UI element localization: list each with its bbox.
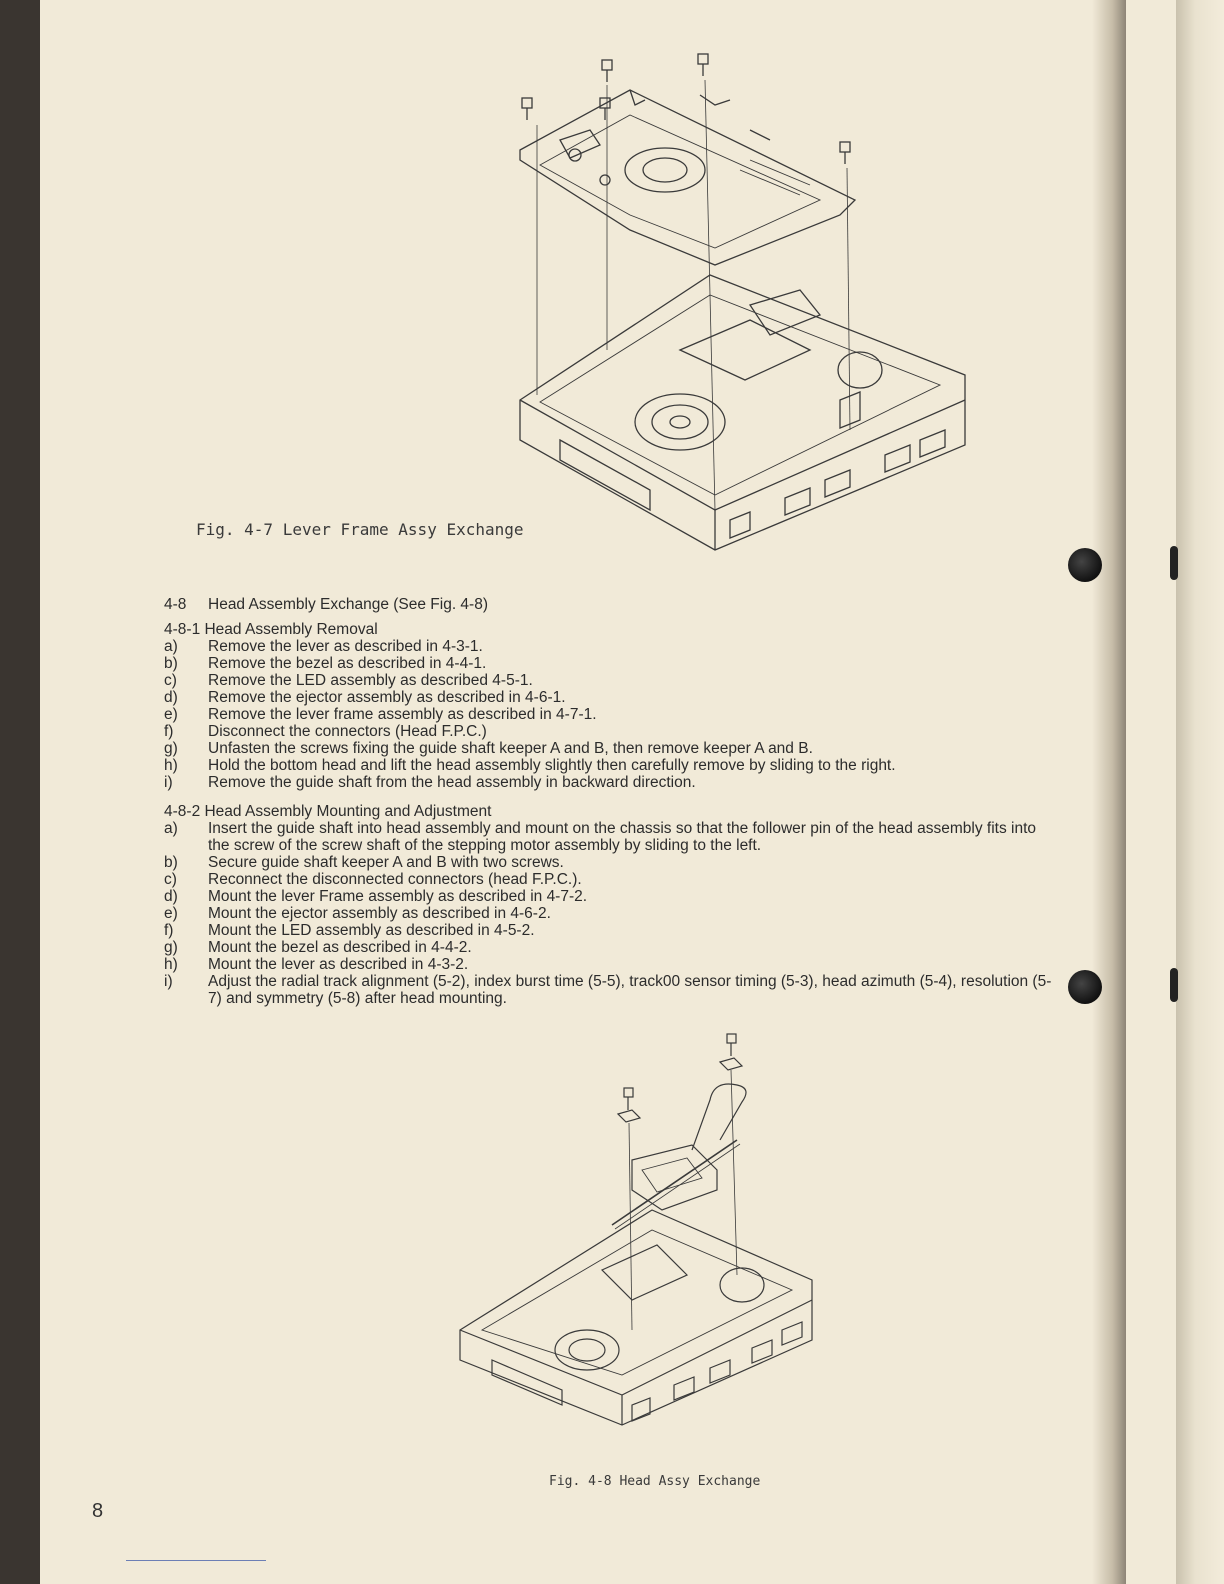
- step-label: c): [164, 672, 177, 689]
- binding-shadow: [1092, 0, 1126, 1584]
- list-item: [164, 905, 1054, 922]
- step-text: Mount the ejector assembly as described in 4-6-2.: [208, 905, 551, 922]
- step-text: Secure guide shaft keeper A and B with two screws.: [208, 854, 564, 871]
- list-item: [164, 638, 1054, 655]
- list-item: [164, 740, 1054, 757]
- list-item: [164, 689, 1054, 706]
- step-label: e): [164, 706, 178, 723]
- list-item: [164, 820, 1054, 854]
- list-item: [164, 922, 1054, 939]
- step-text: Remove the lever as described in 4-3-1.: [208, 638, 483, 655]
- step-label: f): [164, 922, 174, 939]
- step-label: e): [164, 905, 178, 922]
- step-label: i): [164, 774, 173, 791]
- step-text: Remove the guide shaft from the head assembly in backward direction.: [208, 774, 696, 791]
- binder-hole-edge-bottom: [1170, 968, 1178, 1002]
- binder-hole-bottom: [1068, 970, 1102, 1004]
- scan-artifact-line: [126, 1560, 266, 1561]
- list-item: [164, 706, 1054, 723]
- section-heading: [164, 596, 1054, 613]
- figure-caption-4-7: Fig. 4-7 Lever Frame Assy Exchange: [196, 520, 524, 539]
- step-label: d): [164, 888, 178, 905]
- figure-caption-4-8: Fig. 4-8 Head Assy Exchange: [549, 1474, 761, 1489]
- list-item: [164, 757, 1054, 774]
- list-item: [164, 871, 1054, 888]
- list-item: [164, 888, 1054, 905]
- step-text: Disconnect the connectors (Head F.P.C.): [208, 723, 487, 740]
- step-text: Reconnect the disconnected connectors (head F.P.C.).: [208, 871, 582, 888]
- step-text: Insert the guide shaft into head assembly and mount on the chassis so that the follower pin of the head assembly fits into the screw of the screw shaft of the stepping motor assembly by sliding to the left.: [208, 820, 1037, 854]
- list-item: [164, 723, 1054, 740]
- step-label: d): [164, 689, 178, 706]
- step-text: Hold the bottom head and lift the head assembly slightly then carefully remove by sliding to the right.: [208, 757, 896, 774]
- step-label: g): [164, 939, 178, 956]
- step-text: Adjust the radial track alignment (5-2), index burst time (5-5), track00 sensor timing (5-3), head azimuth (5-4), resolution (5-7) and symmetry (5-8) after head mounting.: [208, 973, 1052, 1007]
- step-text: Remove the ejector assembly as described in 4-6-1.: [208, 689, 566, 706]
- mounting-heading: 4-8-2 Head Assembly Mounting and Adjustment: [164, 803, 492, 820]
- step-label: g): [164, 740, 178, 757]
- list-item: [164, 655, 1054, 672]
- step-label: b): [164, 854, 178, 871]
- list-item: [164, 672, 1054, 689]
- step-text: Remove the lever frame assembly as described in 4-7-1.: [208, 706, 597, 723]
- content-section: [164, 596, 1054, 1007]
- step-label: b): [164, 655, 178, 672]
- step-text: Mount the bezel as described in 4-4-2.: [208, 939, 472, 956]
- step-label: h): [164, 956, 178, 973]
- removal-heading: 4-8-1 Head Assembly Removal: [164, 621, 378, 638]
- binder-hole-top: [1068, 548, 1102, 582]
- step-text: Mount the LED assembly as described in 4-5-2.: [208, 922, 535, 939]
- head-assy-illustration: [452, 1030, 822, 1430]
- section-number: 4-8: [164, 596, 187, 613]
- screw-icon: [602, 60, 612, 82]
- step-label: i): [164, 973, 173, 990]
- step-text: Unfasten the screws fixing the guide shaft keeper A and B, then remove keeper A and B.: [208, 740, 813, 757]
- step-label: a): [164, 820, 178, 837]
- list-item: [164, 939, 1054, 956]
- section-title: Head Assembly Exchange (See Fig. 4-8): [208, 596, 488, 613]
- next-page-edge: [1176, 0, 1224, 1584]
- step-text: Remove the LED assembly as described 4-5-1.: [208, 672, 533, 689]
- list-item: [164, 774, 1054, 791]
- lever-frame-assy-illustration: [500, 50, 980, 555]
- page-number: 8: [92, 1500, 104, 1522]
- list-item: [164, 956, 1054, 973]
- list-item: [164, 973, 1054, 1007]
- list-item: [164, 854, 1054, 871]
- step-label: h): [164, 757, 178, 774]
- step-text: Remove the bezel as described in 4-4-1.: [208, 655, 487, 672]
- binder-hole-edge-top: [1170, 546, 1178, 580]
- mounting-steps: [164, 820, 1054, 1007]
- step-label: f): [164, 723, 174, 740]
- step-text: Mount the lever Frame assembly as described in 4-7-2.: [208, 888, 588, 905]
- removal-steps: [164, 638, 1054, 791]
- step-label: c): [164, 871, 177, 888]
- step-label: a): [164, 638, 178, 655]
- step-text: Mount the lever as described in 4-3-2.: [208, 956, 469, 973]
